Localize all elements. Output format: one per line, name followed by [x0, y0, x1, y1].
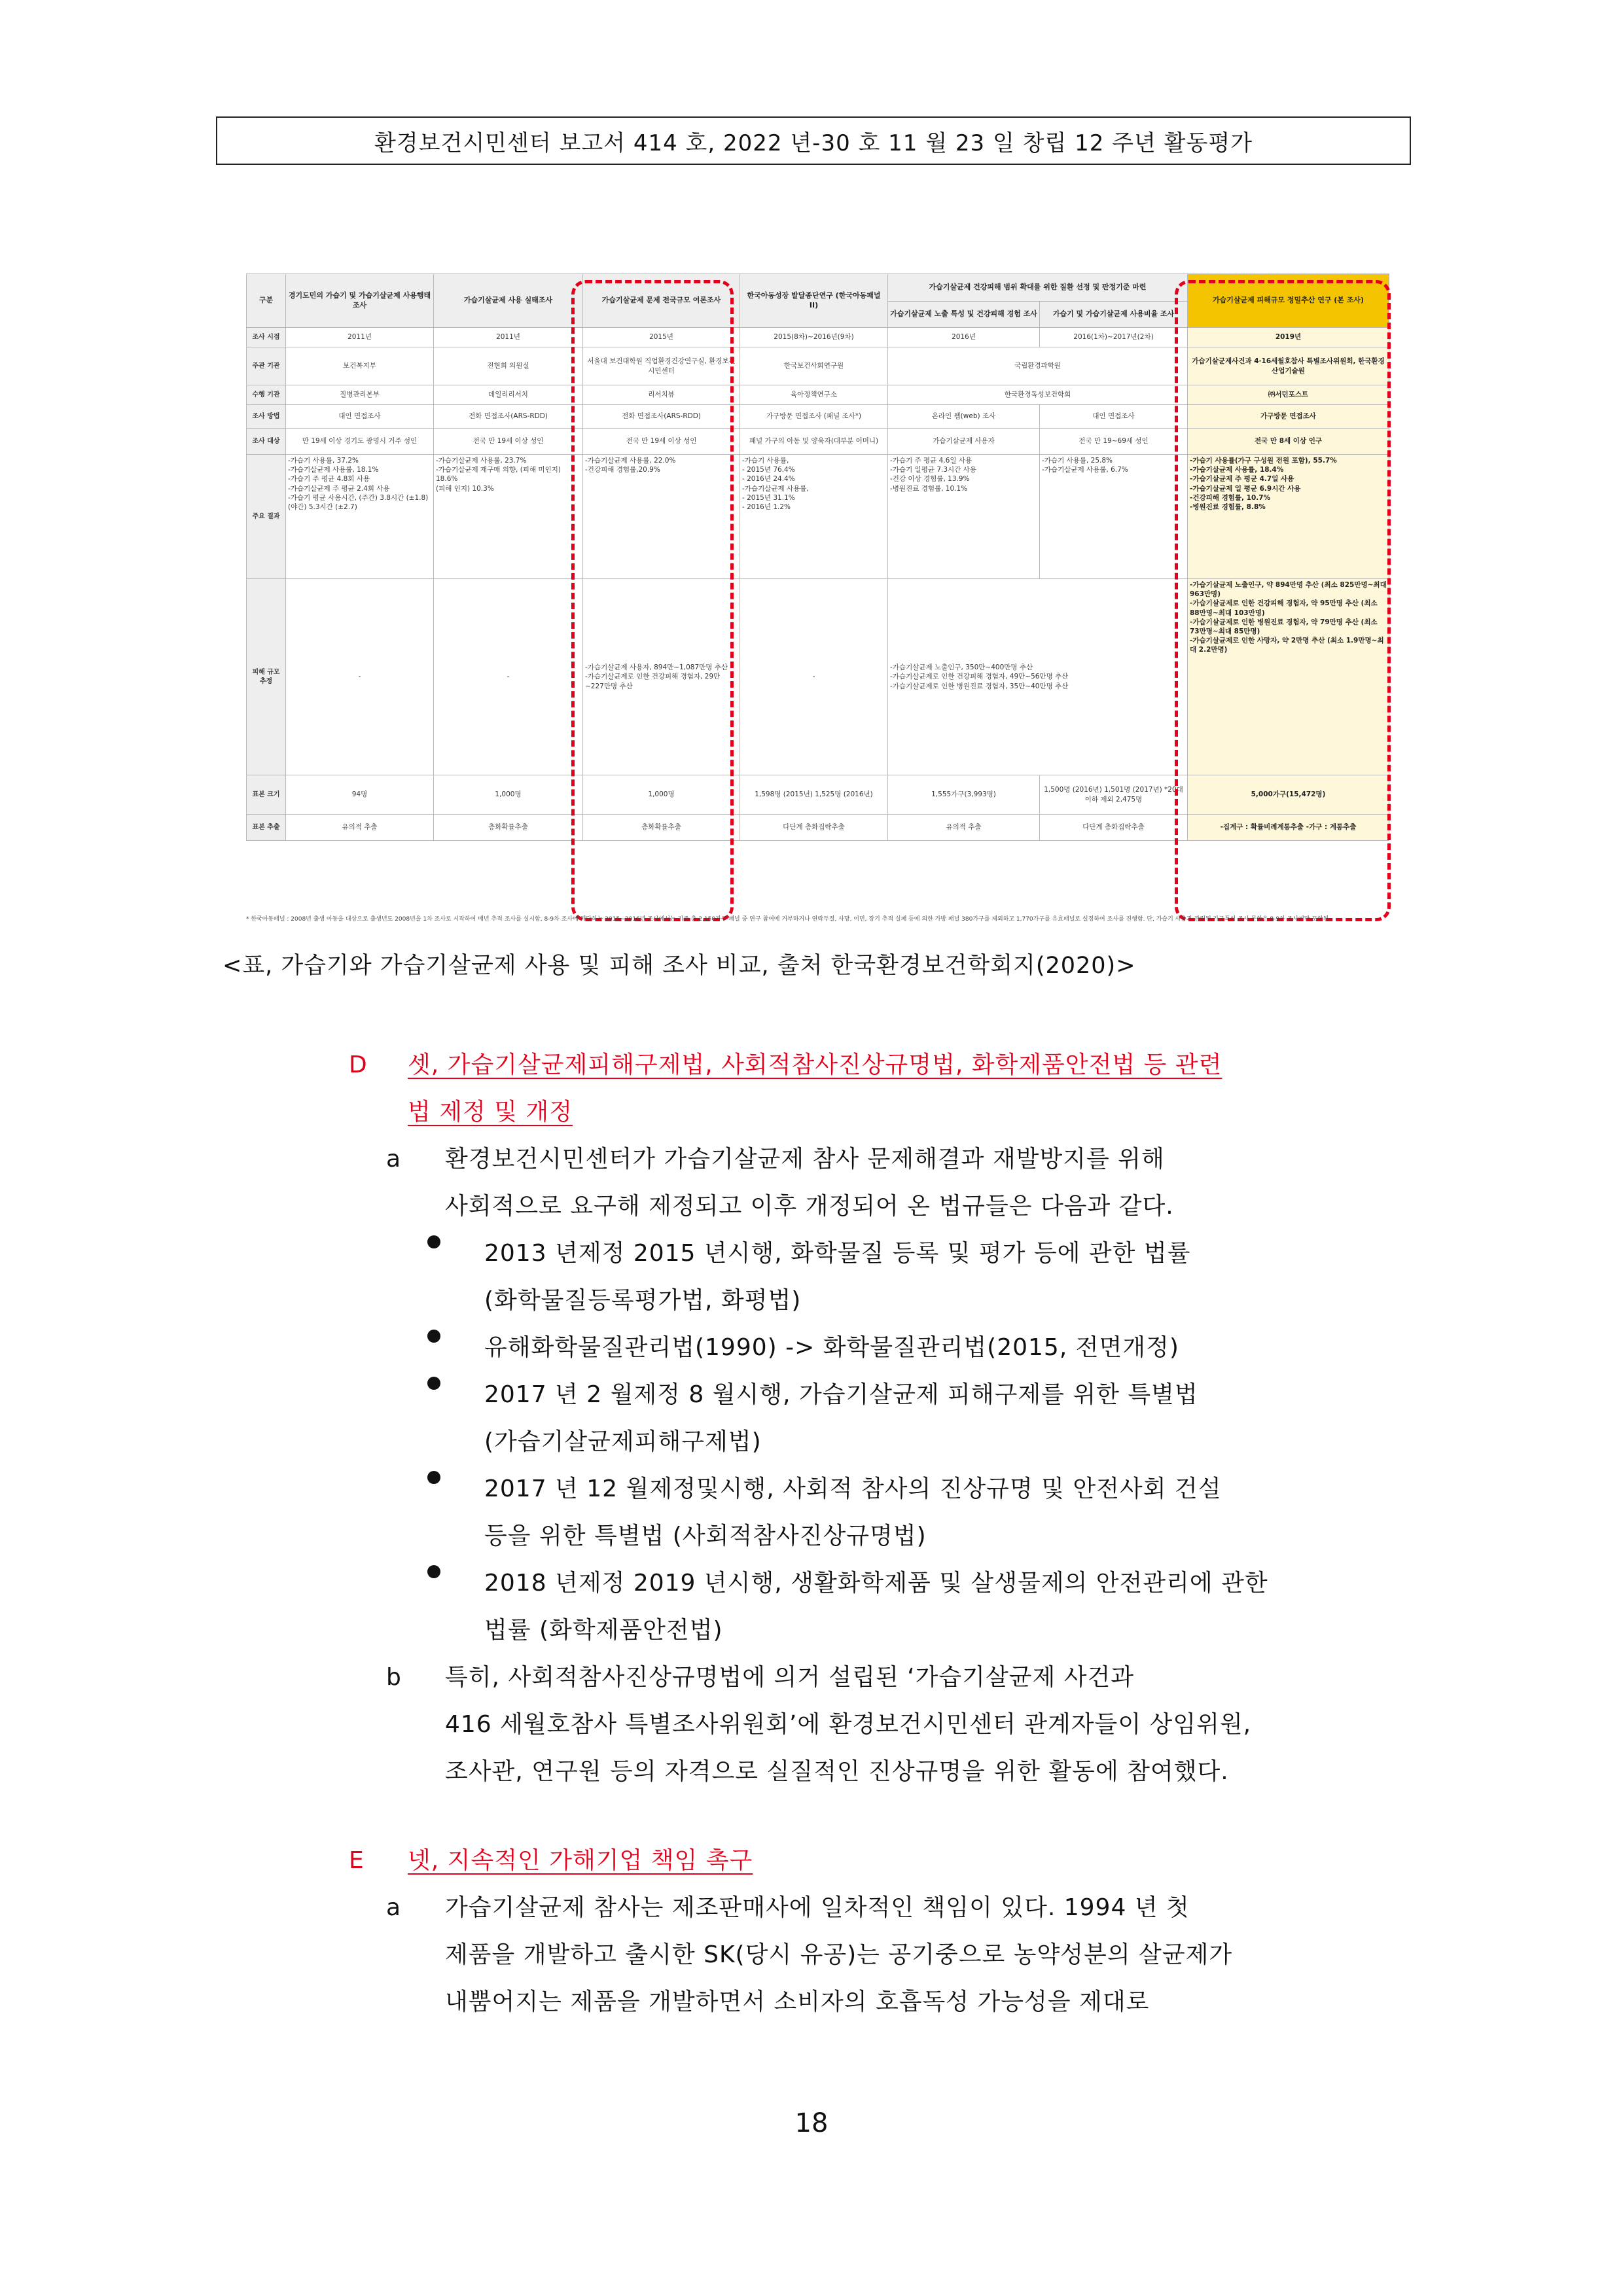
col-header-usage-ratio: 가습기 및 가습기살균제 사용비율 조사 — [1040, 302, 1188, 328]
table-cell: -가습기살균제 사용률, 23.7% -가습기살균제 재구매 의향, (피해 미인지) 18.6% (피해 인지) 10.3% — [434, 455, 583, 579]
table-cell: 전국 만 8세 이상 인구 — [1188, 429, 1389, 455]
col-header-national-poll: 가습기살균제 문제 전국규모 여론조사 — [583, 274, 740, 328]
section-d-title — [408, 1042, 1222, 1089]
table-cell: 1,555가구(3,993명) — [888, 775, 1040, 815]
table-cell: 5,000가구(15,472명) — [1188, 775, 1389, 815]
section-e-title — [408, 1837, 753, 1884]
col-header-category: 구분 — [247, 274, 286, 328]
table-cell: - — [286, 579, 434, 775]
bullet-dot — [427, 1330, 440, 1343]
section-d-title-line2: 법 제정 및 개정 — [408, 1099, 573, 1125]
table-cell: 다단계 층화집락추출 — [1040, 815, 1188, 841]
table-cell: -집계구 : 확률비례계통추출 -가구 : 계통추출 — [1188, 815, 1389, 841]
section-d-b-marker: b — [386, 1664, 401, 1691]
table-cell: 가습기살균제 사용자 — [888, 429, 1040, 455]
law-item-5-line2: 법률 (화학제품안전법) — [484, 1617, 723, 1644]
table-cell: 2011년 — [434, 328, 583, 347]
row-head-sampling: 표본 추출 — [247, 815, 286, 841]
law-item-4-line1: 2017 년 12 월제정및시행, 사회적 참사의 진상규명 및 안전사회 건설 — [484, 1475, 1222, 1502]
table-cell: 94명 — [286, 775, 434, 815]
report-header — [216, 116, 1411, 165]
table-cell: 전국 만 19세 이상 성인 — [583, 429, 740, 455]
table-cell: -가습기살균제 사용자, 894만~1,087만명 추산 -가습기살균제로 인한 건강피해 경험자, 29만~227만명 추산 — [583, 579, 740, 775]
col-header-gyeonggi: 경기도민의 가습기 및 가습기살균제 사용행태조사 — [286, 274, 434, 328]
table-cell: 1,598명 (2015년) 1,525명 (2016년) — [740, 775, 888, 815]
table-cell: 패널 가구의 아동 및 양육자(대부분 어머니) — [740, 429, 888, 455]
law-item-2-line1: 유해화학물질관리법(1990) -> 화학물질관리법(2015, 전면개정) — [484, 1334, 1179, 1361]
table-cell: 2015년 — [583, 328, 740, 347]
page-number: 18 — [794, 2108, 829, 2138]
table-cell: 1,000명 — [434, 775, 583, 815]
bullet-dot — [427, 1471, 440, 1484]
section-e-marker: E — [349, 1847, 364, 1874]
table-cell: 2019년 — [1188, 328, 1389, 347]
table-cell: 서울대 보건대학원 직업환경건강연구실, 환경보건시민센터 — [583, 347, 740, 385]
table-cell: 유의적 추출 — [286, 815, 434, 841]
section-e-a-line1: 가습기살균제 참사는 제조판매사에 일차적인 책임이 있다. 1994 년 첫 — [445, 1894, 1190, 1921]
section-d-title-line1: 셋, 가습기살균제피해구제법, 사회적참사진상규명법, 화학제품안전법 등 관련 — [408, 1051, 1222, 1078]
table-cell: - — [740, 579, 888, 775]
section-d-b-line1: 특히, 사회적참사진상규명법에 의거 설립된 ‘가습기살균제 사건과 — [445, 1664, 1135, 1691]
row-head-results: 주요 결과 — [247, 455, 286, 579]
table-cell: 층화확률추출 — [434, 815, 583, 841]
table-cell: - — [434, 579, 583, 775]
table-cell: 대인 면접조사 — [286, 405, 434, 429]
table-cell: 2016(1차)~2017년(2차) — [1040, 328, 1188, 347]
table-cell: 가구방문 면접조사 — [1188, 405, 1389, 429]
section-d-b-line2: 416 세월호참사 특별조사위원회’에 환경보건시민센터 관계자들이 상임위원, — [445, 1711, 1252, 1738]
col-header-exposure: 가습기살균제 노출 특성 및 건강피해 경험 조사 — [888, 302, 1040, 328]
table-cell: 유의적 추출 — [888, 815, 1040, 841]
table-cell: 1,000명 — [583, 775, 740, 815]
law-item-5-line1: 2018 년제정 2019 년시행, 생활화학제품 및 살생물제의 안전관리에 관한 — [484, 1570, 1268, 1597]
table-cell: 가습기살균제사건과 4·16세월호참사 특별조사위원회, 한국환경산업기술원 — [1188, 347, 1389, 385]
row-head-period: 조사 시점 — [247, 328, 286, 347]
row-head-method: 조사 방법 — [247, 405, 286, 429]
section-d-title-cont — [408, 1089, 573, 1136]
section-d-b-line3: 조사관, 연구원 등의 자격으로 실질적인 진상규명을 위한 활동에 참여했다. — [445, 1758, 1229, 1785]
table-cell: 2011년 — [286, 328, 434, 347]
section-e-a-line3: 내뿜어지는 제품을 개발하면서 소비자의 호흡독성 가능성을 제대로 — [445, 1988, 1150, 2015]
table-cell: 전화 면접조사(ARS-RDD) — [583, 405, 740, 429]
section-d-a-marker: a — [386, 1146, 401, 1173]
row-head-sample-size: 표본 크기 — [247, 775, 286, 815]
section-e-a-marker: a — [386, 1894, 401, 1921]
col-header-child-panel: 한국아동성장 발달종단연구 (한국아동패널 II) — [740, 274, 888, 328]
highlight-box-this-study — [1175, 280, 1391, 921]
section-e-a-line2: 제품을 개발하고 출시한 SK(당시 유공)는 공기중으로 농약성분의 살균제가 — [445, 1941, 1233, 1968]
report-header-text: 환경보건시민센터 보고서 414 호, 2022 년-30 호 11 월 23 일 창립 12 주년 활동평가 — [374, 130, 1253, 156]
table-cell: -가습기살균제 노출인구, 350만~400만명 추산 -가습기살균제로 인한 건강피해 경험자, 49만~56만명 추산 -가습기살균제로 인한 병원진료 경험자, 35만~40만명 추산 — [888, 579, 1188, 775]
bullet-dot — [427, 1235, 440, 1248]
table-cell: -가습기 사용률, - 2015년 76.4% - 2016년 24.4% -가습기살균제 사용률, - 2015년 31.1% - 2016년 1.2% — [740, 455, 888, 579]
table-cell: 한국환경독성보건학회 — [888, 385, 1188, 405]
row-head-executor: 수행 기관 — [247, 385, 286, 405]
table-cell: 리서치뷰 — [583, 385, 740, 405]
table-cell: 전화 면접조사(ARS-RDD) — [434, 405, 583, 429]
row-head-organizer: 주관 기관 — [247, 347, 286, 385]
table-cell: 국립환경과학원 — [888, 347, 1188, 385]
table-cell: 다단계 층화집락추출 — [740, 815, 888, 841]
table-cell: -가습기 사용률, 25.8% -가습기살균제 사용률, 6.7% — [1040, 455, 1188, 579]
table-cell: 전국 만 19~69세 성인 — [1040, 429, 1188, 455]
table-cell: 온라인 웹(web) 조사 — [888, 405, 1040, 429]
section-d-a-line2: 사회적으로 요구해 제정되고 이후 개정되어 온 법규들은 다음과 같다. — [445, 1193, 1174, 1220]
law-item-1-line1: 2013 년제정 2015 년시행, 화학물질 등록 및 평가 등에 관한 법률 — [484, 1240, 1191, 1267]
table-cell: -가습기살균제 사용률, 22.0% -건강피해 경험률,20.9% — [583, 455, 740, 579]
table-cell: 육아정책연구소 — [740, 385, 888, 405]
highlight-box-national-poll — [571, 280, 734, 921]
col-header-group-disease: 가습기살균제 건강피해 범위 확대를 위한 질환 선정 및 판정기준 마련 — [888, 274, 1188, 302]
table-cell: 한국보건사회연구원 — [740, 347, 888, 385]
table-cell: 전현희 의원실 — [434, 347, 583, 385]
table-cell: 2016년 — [888, 328, 1040, 347]
table-caption: <표, 가습기와 가습기살균제 사용 및 피해 조사 비교, 출처 한국환경보건학회지(2020)> — [223, 953, 1136, 979]
section-e-title-text: 넷, 지속적인 가해기업 책임 촉구 — [408, 1847, 753, 1874]
table-cell: -가습기 사용률, 37.2% -가습기살균제 사용률, 18.1% -가습기 주 평균 4.8회 사용 -가습기살균제 주 평균 2.4회 사용 -가습기 평균 사용시간, (주간) 3.8시간 (±1.8) (야간) 5.3시간 (±2.7) — [286, 455, 434, 579]
table-cell: 질병관리본부 — [286, 385, 434, 405]
table-cell: -가습기 주 평균 4.6일 사용 -가습기 일평균 7.3시간 사용 -건강 이상 경험률, 13.9% -병원진료 경험률, 10.1% — [888, 455, 1040, 579]
bullet-dot — [427, 1377, 440, 1390]
law-item-4-line2: 등을 위한 특별법 (사회적참사진상규명법) — [484, 1523, 927, 1549]
table-cell: 전국 만 19세 이상 성인 — [434, 429, 583, 455]
table-cell: 1,500명 (2016년) 1,501명 (2017년) *20대 이하 제외 2,475명 — [1040, 775, 1188, 815]
law-item-1-line2: (화학물질등록평가법, 화평법) — [484, 1287, 802, 1314]
table-cell: 2015(8차)~2016년(9차) — [740, 328, 888, 347]
row-head-target: 조사 대상 — [247, 429, 286, 455]
table-cell: 가구방문 면접조사 (패널 조사*) — [740, 405, 888, 429]
table-cell: 만 19세 이상 경기도 광명시 거주 성인 — [286, 429, 434, 455]
law-item-3-line2: (가습기살균제피해구제법) — [484, 1428, 762, 1455]
col-header-usage-survey: 가습기살균제 사용 실태조사 — [434, 274, 583, 328]
table-cell: ㈜서던포스트 — [1188, 385, 1389, 405]
table-cell: -가습기살균제 노출인구, 약 894만명 추산 (최소 825만명~최대 963만명) -가습기살균제로 인한 건강피해 경험자, 약 95만명 추산 (최소 88만명~최대 103만명) -가습기살균제로 인한 병원진료 경험자, 약 79만명 추산 (최소 73만명~최대 85만명) -가습기살균제로 인한 사망자, 약 2만명 추산 (최소 1.9만명~최대 2.2만명) — [1188, 579, 1389, 775]
bullet-dot — [427, 1565, 440, 1578]
table-cell: 대인 면접조사 — [1040, 405, 1188, 429]
table-footnote: * 한국아동패널 : 2008년 출생 아동을 대상으로 출생년도 2008년을 1차 조사로 시작하여 매년 추적 조사를 실시함, 8-9차 조사에 해당하는 2015~2016년 조사에서는 기존 총 2,150가구 패널 중 연구 참여에 거부하거나 연락두절, 사망, 이민, 장기 추적 실패 등에 의한 가방 패널 380가구를 제외하고 1,770가구를 유효패널로 설정하여 조사를 진행함. 단, 가습기 사용과 관련된 가구특성 조사 문항은 8-9차 조사에만 포함됨. — [246, 916, 1331, 923]
table-cell: 데일리리서치 — [434, 385, 583, 405]
row-head-damage-estimate: 피해 규모 추정 — [247, 579, 286, 775]
section-d-marker: D — [349, 1051, 367, 1078]
table-cell: 보건복지부 — [286, 347, 434, 385]
table-cell: -가습기 사용률(가구 구성원 전원 포함), 55.7% -가습기살균제 사용률, 18.4% -가습기살균제 주 평균 4.7일 사용 -가습기살균제 일 평균 6.9시간 사용 -건강피해 경험률, 10.7% -병원진료 경험률, 8.8% — [1188, 455, 1389, 579]
section-d-a-line1: 환경보건시민센터가 가습기살균제 참사 문제해결과 재발방지를 위해 — [445, 1146, 1165, 1173]
table-cell: 층화확률추출 — [583, 815, 740, 841]
law-item-3-line1: 2017 년 2 월제정 8 월시행, 가습기살균제 피해구제를 위한 특별법 — [484, 1381, 1198, 1408]
col-header-this-study: 가습기살균제 피해규모 정밀추산 연구 (본 조사) — [1188, 274, 1389, 328]
